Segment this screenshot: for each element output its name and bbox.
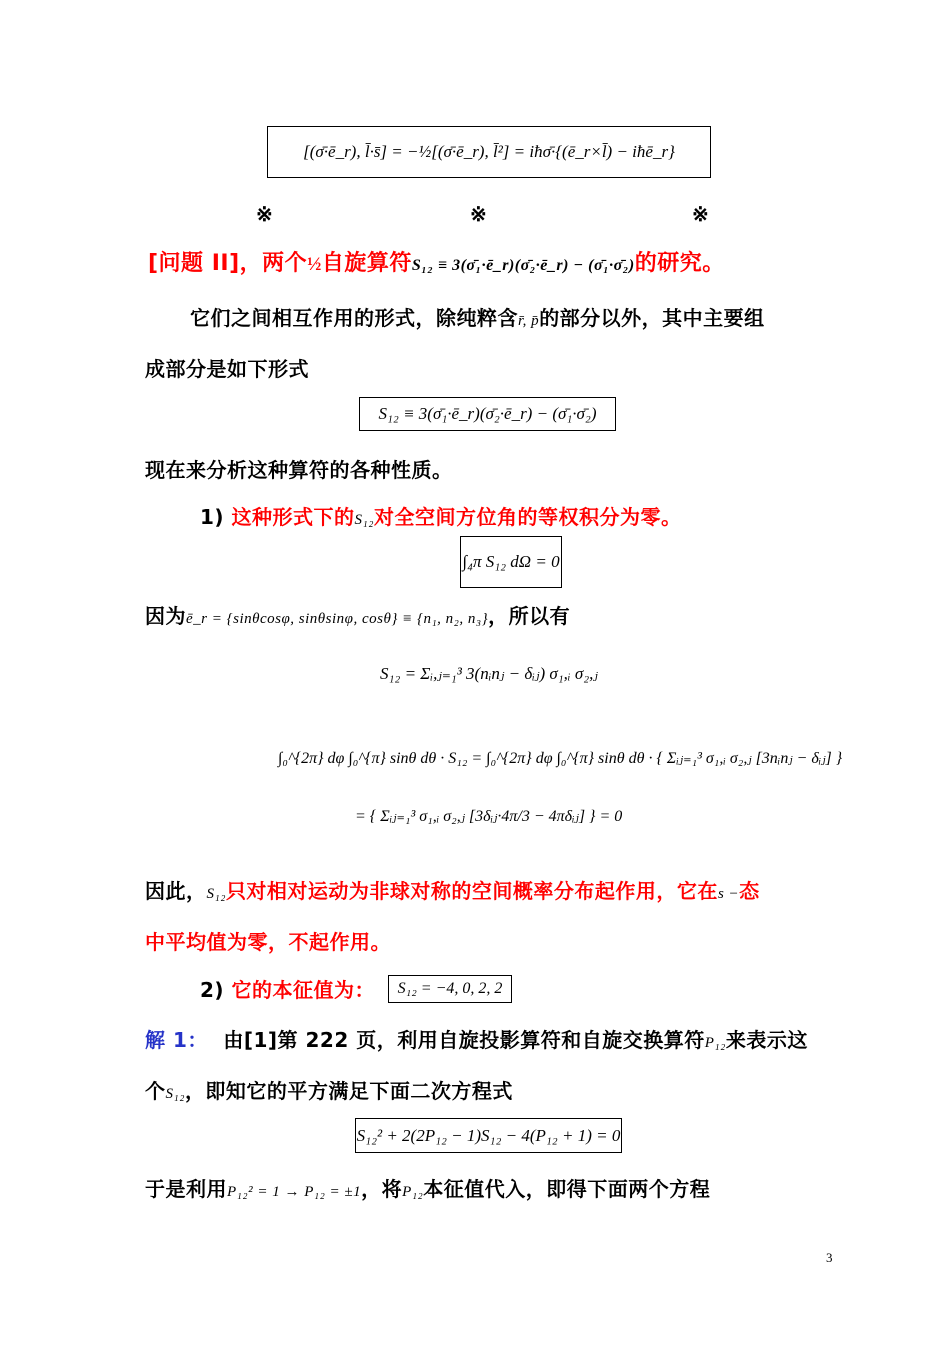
half-fraction: ½ [307, 254, 322, 275]
final-p12: P₁₂ [402, 1184, 424, 1200]
final-text-b: ，将 [361, 1177, 403, 1201]
so-have-text: ，所以有 [488, 604, 571, 628]
formula-eigenvalues: S₁₂ = −4, 0, 2, 2 [397, 980, 503, 997]
because-text: 因为 [145, 604, 186, 628]
item-2-number: 2) [200, 978, 225, 1002]
solution-text-b: 来表示这 [725, 1028, 808, 1052]
formula-box-eigenvalues [388, 975, 512, 1003]
solution-p12: P₁₂ [704, 1035, 726, 1051]
s-state: s − [717, 886, 740, 902]
formula-box-integral-zero [460, 536, 562, 588]
separator-mark-1: ※ [256, 202, 273, 226]
formula-integral-line-2: = { Σᵢⱼ₌₁³ σ₁,ᵢ σ₂,ⱼ [3δᵢⱼ·4π/3 − 4πδᵢⱼ] } = 0 [355, 808, 623, 825]
solution-s12: S₁₂ [165, 1086, 185, 1102]
solution-line-2 [145, 1075, 513, 1104]
conclusion-s12: S₁₂ [206, 886, 226, 902]
separator-mark-2: ※ [470, 202, 487, 226]
formula-quadratic: S₁₂² + 2(2P₁₂ − 1)S₁₂ − 4(P₁₂ + 1) = 0 [356, 1125, 621, 1145]
problem-end-text: 的研究。 [634, 251, 725, 276]
solution-line-1 [145, 1024, 808, 1053]
formula-s12-sum: S₁₂ = Σᵢ,ⱼ₌₁³ 3(nᵢnⱼ − δᵢⱼ) σ₁,ᵢ σ₂,ⱼ [380, 664, 598, 683]
formula-identity: [(σ̄·ē_r), l̄·s̄] = −½[(σ̄·ē_r), l̄²] = iħσ̄·{(ē_r×l̄) − iħē_r} [303, 142, 675, 161]
conclusion-text-a: 只对相对运动为非球对称的空间概率分布起作用，它在 [225, 879, 718, 903]
item-1-heading [200, 501, 681, 530]
final-text-a: 于是利用 [145, 1177, 227, 1201]
item-1-number: 1) [200, 505, 225, 529]
paragraph-2: 现在来分析这种算符的各种性质。 [145, 458, 453, 482]
final-line [145, 1173, 710, 1202]
conclusion-line-1 [145, 875, 760, 904]
problem-label: [问题 II]，两个 [148, 251, 308, 276]
item-2-heading [200, 974, 375, 1003]
solution-label: 解 1： [145, 1028, 208, 1052]
conclusion-text-b: 态 [739, 879, 760, 903]
page-number: 3 [826, 1250, 833, 1265]
formula-box-s12-definition [359, 397, 616, 431]
item-2-text: 它的本征值为： [231, 978, 376, 1002]
rp-variables: r̄, p̄ [518, 313, 540, 329]
para1-text-a: 它们之间相互作用的形式，除纯粹含 [190, 306, 518, 330]
item-1-text-b: 对全空间方位角的等权积分为零。 [373, 505, 682, 529]
conclusion-line-2: 中平均值为零，不起作用。 [145, 930, 391, 954]
formula-integral-zero: ∫₄π S₁₂ dΩ = 0 [462, 552, 560, 571]
p12-relation: P₁₂² = 1 → P₁₂ = ±1 [227, 1184, 362, 1200]
para1-text-b: 的部分以外，其中主要组 [539, 306, 765, 330]
solution-text-c: 个 [145, 1079, 166, 1103]
separator-mark-3: ※ [692, 202, 709, 226]
formula-box-identity [267, 126, 711, 178]
formula-integral-line-1: ∫₀^{2π} dφ ∫₀^{π} sinθ dθ · S₁₂ = ∫₀^{2π} dφ ∫₀^{π} sinθ dθ · { Σᵢⱼ₌₁³ σ₁,ᵢ σ₂,ⱼ [3nᵢnⱼ − δᵢⱼ] } [278, 750, 843, 767]
problem-mid-text: 自旋算符 [321, 251, 412, 276]
item-1-s12: S₁₂ [354, 512, 374, 528]
solution-text-d: ，即知它的平方满足下面二次方程式 [184, 1079, 513, 1103]
final-text-c: 本征值代入，即得下面两个方程 [423, 1177, 711, 1201]
solution-text-a: 由[1]第 222 页，利用自旋投影算符和自旋交换算符 [223, 1028, 705, 1052]
s12-definition-inline: S₁₂ ≡ 3(σ̄₁·ē_r)(σ̄₂·ē_r) − (σ̄₁·σ̄₂) [411, 257, 635, 274]
item-1-text-a: 这种形式下的 [231, 505, 355, 529]
formula-s12-definition: S₁₂ ≡ 3(σ̄₁·ē_r)(σ̄₂·ē_r) − (σ̄₁·σ̄₂) [378, 404, 597, 423]
problem-heading [148, 246, 725, 277]
er-definition: ē_r = {sinθcosφ, sinθsinφ, cosθ} ≡ {n₁, n₂, n₃} [186, 611, 489, 627]
because-line [145, 600, 570, 629]
formula-box-quadratic [355, 1118, 622, 1153]
paragraph-1-line-2: 成部分是如下形式 [145, 357, 309, 381]
paragraph-1-line-1 [190, 302, 765, 331]
therefore-text: 因此， [145, 879, 207, 903]
